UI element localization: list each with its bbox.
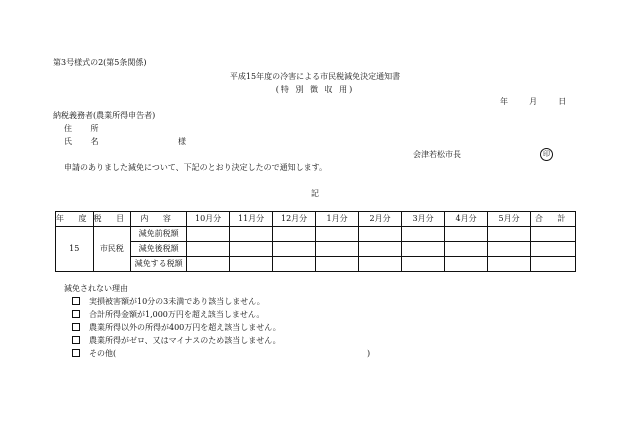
- reason-item-other: [72, 349, 116, 359]
- header-total: 合 計: [531, 212, 576, 227]
- amount-cell: [187, 257, 230, 272]
- amount-cell: [488, 257, 531, 272]
- amount-cell: [230, 227, 273, 242]
- mayor-title: 会津若松市長: [413, 150, 461, 159]
- taxpayer-heading: 納税義務者(農業所得申告者): [53, 111, 156, 120]
- total-cell: [531, 257, 576, 272]
- amount-cell: [230, 242, 273, 257]
- tax-item-cell: 市民税: [93, 227, 131, 272]
- reason-text: 農業所得以外の所得が400万円を超え該当しません。: [89, 323, 281, 332]
- amount-cell: [488, 227, 531, 242]
- table-row: [56, 227, 576, 242]
- amount-cell: [488, 242, 531, 257]
- amount-cell: [187, 227, 230, 242]
- header-mar: 3月分: [402, 212, 445, 227]
- reason-item-damage: [72, 297, 265, 307]
- address-label: 住 所: [64, 124, 107, 133]
- header-oct: 10月分: [187, 212, 230, 227]
- table-row: [56, 242, 576, 257]
- seal-mark: 印: [540, 148, 553, 161]
- amount-cell: [273, 227, 316, 242]
- amount-cell: [445, 257, 488, 272]
- table-row: [56, 257, 576, 272]
- fiscal-year-cell: 15: [56, 227, 94, 272]
- header-jan: 1月分: [316, 212, 359, 227]
- header-apr: 4月分: [445, 212, 488, 227]
- date-year: 年: [500, 97, 508, 106]
- checkbox-icon[interactable]: [72, 310, 80, 318]
- honorific: 様: [178, 137, 186, 146]
- amount-cell: [359, 227, 402, 242]
- notice-text: 申請のありました減免について、下記のとおり決定したので通知します。: [64, 163, 328, 172]
- amount-cell: [359, 242, 402, 257]
- content-reduction-amount: 減免する税額: [131, 257, 187, 272]
- amount-cell: [402, 257, 445, 272]
- amount-cell: [402, 242, 445, 257]
- amount-cell: [187, 242, 230, 257]
- date-line: [500, 97, 566, 107]
- amount-cell: [316, 227, 359, 242]
- checkbox-icon[interactable]: [72, 323, 80, 331]
- reason-item-non-farm-income: [72, 323, 281, 333]
- reason-text: 合計所得金額が1,000万円を超え該当しません。: [89, 310, 265, 319]
- date-day: 日: [558, 97, 567, 106]
- header-feb: 2月分: [359, 212, 402, 227]
- reason-text: 農業所得がゼロ、又はマイナスのため該当しません。: [89, 336, 281, 345]
- checkbox-icon[interactable]: [72, 297, 80, 305]
- reason-text: 実損被害額が10分の3未満であり該当しません。: [89, 297, 265, 306]
- checkbox-icon[interactable]: [72, 336, 80, 344]
- total-cell: [531, 242, 576, 257]
- other-close-paren: ): [367, 349, 371, 358]
- amount-cell: [359, 257, 402, 272]
- header-year: 年 度: [56, 212, 94, 227]
- header-nov: 11月分: [230, 212, 273, 227]
- reason-item-income-limit: [72, 310, 264, 320]
- checkbox-icon[interactable]: [72, 349, 80, 357]
- header-dec: 12月分: [273, 212, 316, 227]
- amount-cell: [230, 257, 273, 272]
- amount-cell: [445, 227, 488, 242]
- header-may: 5月分: [488, 212, 531, 227]
- date-month: 月: [529, 97, 538, 106]
- table-header-row: [56, 212, 576, 227]
- content-after-reduction: 減免後税額: [131, 242, 187, 257]
- name-label: 氏 名: [64, 137, 107, 146]
- reason-item-zero-income: [72, 336, 281, 346]
- document-title: 平成15年度の冷害による市民税減免決定通知書: [229, 72, 401, 81]
- total-cell: [531, 227, 576, 242]
- header-content: 内 容: [131, 212, 187, 227]
- document-subtitle: (特 別 徴 収 用): [275, 85, 355, 94]
- form-number: 第3号様式の2(第5条関係): [53, 58, 147, 67]
- header-tax-item: 税 目: [93, 212, 131, 227]
- reduction-table: [55, 211, 576, 272]
- ki-heading: 記: [311, 189, 319, 198]
- amount-cell: [273, 257, 316, 272]
- content-before-reduction: 減免前税額: [131, 227, 187, 242]
- reason-text: その他(: [89, 349, 117, 358]
- reasons-heading: 減免されない理由: [64, 284, 128, 293]
- amount-cell: [316, 257, 359, 272]
- amount-cell: [273, 242, 316, 257]
- amount-cell: [316, 242, 359, 257]
- amount-cell: [402, 227, 445, 242]
- amount-cell: [445, 242, 488, 257]
